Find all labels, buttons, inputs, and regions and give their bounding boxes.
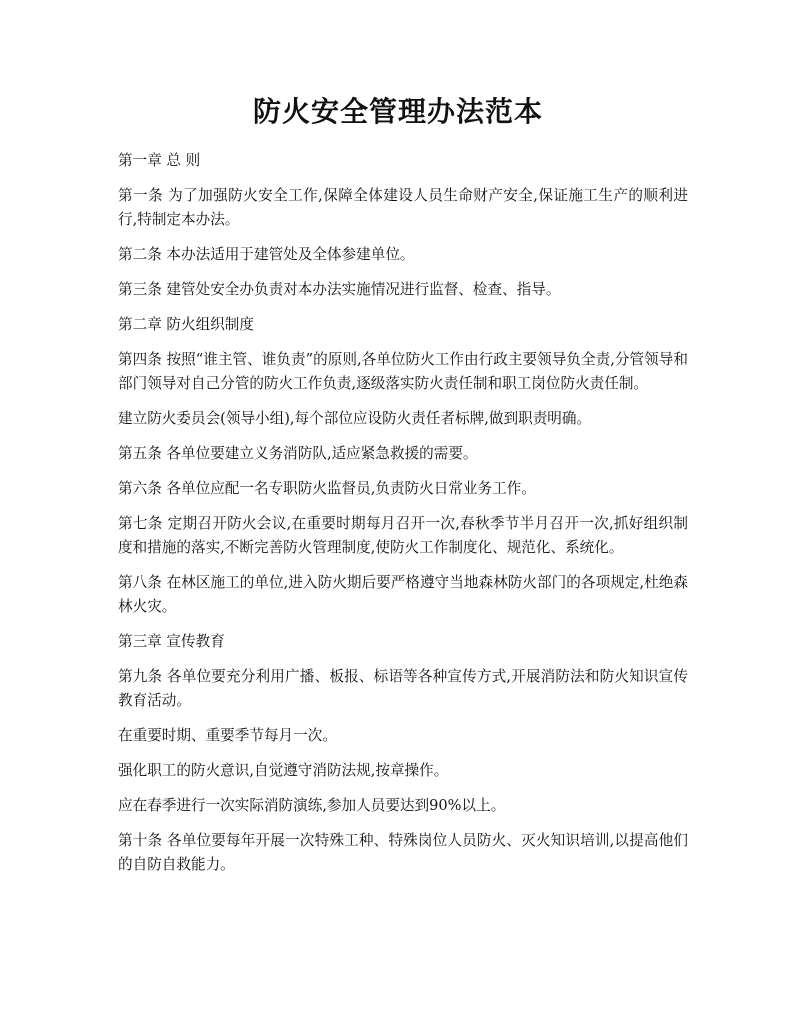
document-title: 防火安全管理办法范本: [252, 95, 543, 128]
article-paragraph: 第十条 各单位要每年开展一次特殊工种、特殊岗位人员防火、灭火知识培训,以提高他们的自防自救能力。: [118, 832, 688, 873]
article-paragraph: 第八条 在林区施工的单位,进入防火期后要严格遵守当地森林防火部门的各项规定,杜绝森林火灾。: [118, 574, 688, 615]
body-paragraph: 应在春季进行一次实际消防演练,参加人员要达到90%以上。: [118, 797, 506, 814]
body-paragraph: 在重要时期、重要季节每月一次。: [118, 727, 337, 744]
article-paragraph: 第二条 本办法适用于建管处及全体参建单位。: [118, 246, 415, 263]
article-paragraph: 第三条 建管处安全办负责对本办法实施情况进行监督、检查、指导。: [118, 281, 561, 298]
chapter-heading: 第二章 防火组织制度: [118, 316, 254, 333]
article-paragraph: 第四条 按照“谁主管、谁负责”的原则,各单位防火工作由行政主要领导负全责,分管领导和部门领导对自己分管的防火工作负责,逐级落实防火责任制和职工岗位防火责任制。: [118, 351, 688, 392]
body-paragraph: 建立防火委员会(领导小组),每个部位应设防火责任者标牌,做到职责明确。: [118, 410, 592, 427]
article-paragraph: 第九条 各单位要充分利用广播、板报、标语等各种宣传方式,开展消防法和防火知识宣传教育活动。: [118, 668, 688, 709]
article-paragraph: 第五条 各单位要建立义务消防队,适应紧急救援的需要。: [118, 445, 478, 462]
chapter-heading: 第三章 宣传教育: [118, 633, 225, 650]
article-paragraph: 第一条 为了加强防火安全工作,保障全体建设人员生命财产安全,保证施工生产的顺利进行,特制定本办法。: [118, 187, 688, 228]
body-paragraph: 强化职工的防火意识,自觉遵守消防法规,按章操作。: [118, 762, 449, 779]
document-body: [118, 149, 688, 888]
article-paragraph: 第六条 各单位应配一名专职防火监督员,负责防火日常业务工作。: [118, 480, 536, 497]
article-paragraph: 第七条 定期召开防火会议,在重要时期每月召开一次,春秋季节半月召开一次,抓好组织制度和措施的落实,不断完善防火管理制度,使防火工作制度化、规范化、系统化。: [118, 515, 688, 556]
chapter-heading: 第一章 总 则: [118, 152, 201, 169]
